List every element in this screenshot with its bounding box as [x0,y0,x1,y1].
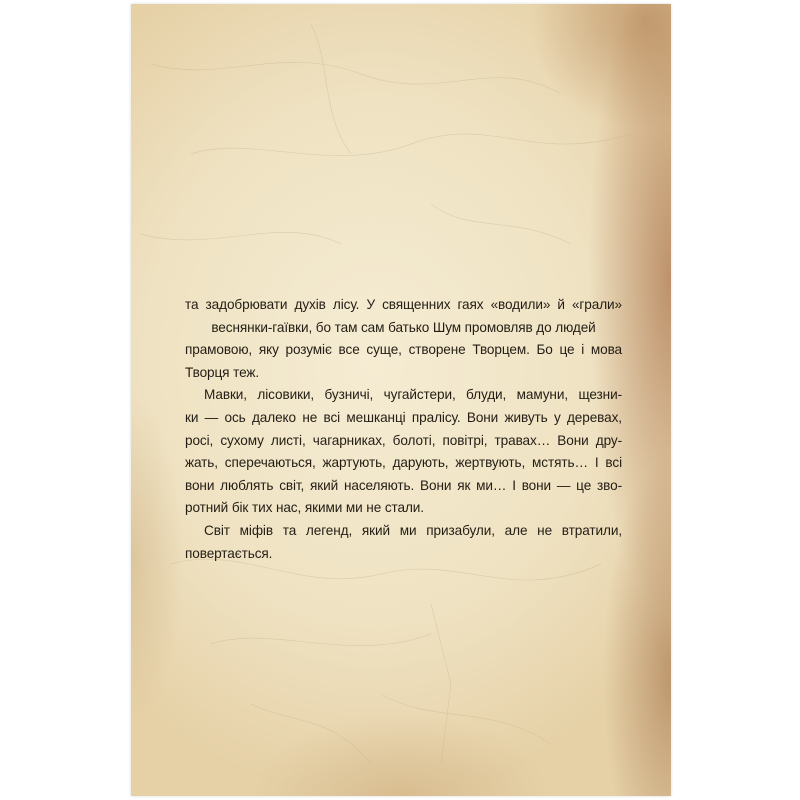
body-text [185,294,622,565]
paragraph [185,384,622,520]
text-line: росі, сухому листі, чагарниках, болоті, повітрі, травах… Вони дру- [185,432,622,448]
text-line: прамовою, яку розуміє все суще, створене Творцем. Бо це і мова [185,342,622,358]
text-line: ки — ось далеко не всі мешканці пралісу. Вони живуть у деревах, [185,409,622,425]
text-line: та задобрювати духів лісу. У священних гаях «водили» й «грали» [185,297,622,312]
text-line: ротний бік тих нас, якими ми не стали. [185,500,424,516]
text-line: повертається. [185,545,273,561]
text-line: Творця теж. [185,364,260,380]
text-line: Світ міфів та легенд, який ми призабули, але не втратили, [204,522,622,538]
text-line: веснянки-гаївки, бо там сам батько Шум промовляв до людей [211,319,596,335]
paragraph [185,520,622,565]
text-line: вони люблять світ, який населяють. Вони як ми… І вони — це зво- [185,477,622,493]
book-page [131,4,671,796]
paragraph [185,294,622,384]
text-line: жать, сперечаються, жартують, дарують, жертвують, мстять… І всі [185,455,622,471]
text-line: Мавки, лісовики, бузничі, чугайстери, блуди, мамуни, щезни- [204,387,622,403]
